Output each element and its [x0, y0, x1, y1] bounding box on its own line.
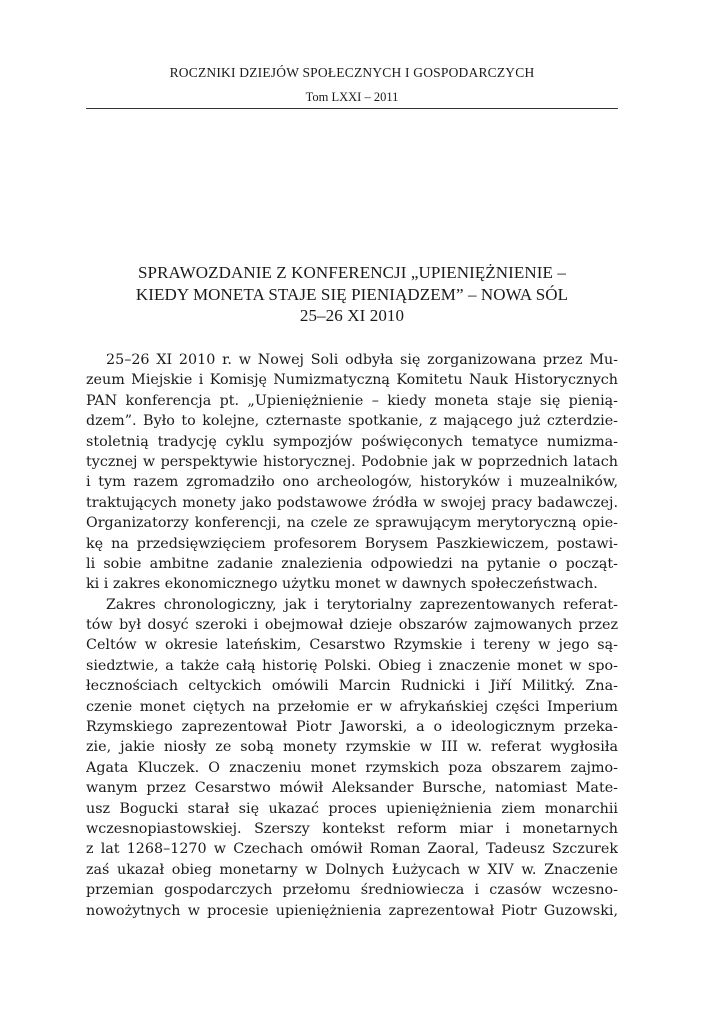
- text-line: dzem”. Było to kolejne, czternaste spotkanie, z mającego już czterdzie-: [86, 413, 618, 430]
- article-title: [86, 262, 618, 327]
- running-header: [86, 64, 618, 106]
- text-line: przemian gospodarczych przełomu średniowiecza i czasów wczesno-: [86, 882, 618, 899]
- text-line: z lat 1268–1270 w Czechach omówił Roman Zaoral, Tadeusz Szczurek: [86, 841, 618, 858]
- header-rule: [86, 108, 618, 109]
- text-line: Agata Kluczek. O znaczeniu monet rzymskich poza obszarem zajmo-: [86, 759, 618, 776]
- text-line: i tym razem zgromadziło ono archeologów, historyków i muzealników,: [86, 474, 618, 491]
- text-line: wanym przez Cesarstwo mówił Aleksander Bursche, natomiast Mate-: [86, 780, 618, 797]
- text-line: nowożytnych w procesie upieniężnienia zaprezentował Piotr Guzowski,: [86, 902, 618, 919]
- text-line: PAN konferencja pt. „Upieniężnienie – kiedy moneta staje się pienią-: [86, 392, 618, 409]
- article-body: [86, 350, 618, 921]
- text-line: usz Bogucki starał się ukazać proces upieniężnienia ziem monarchii: [86, 800, 618, 817]
- text-line: kę na przedsięwzięciem profesorem Borysem Paszkiewiczem, postawi-: [86, 535, 618, 552]
- text-line: zaś ukazał obieg monetarny w Dolnych Łużycach w XIV w. Znaczenie: [86, 861, 618, 878]
- title-line: 25–26 XI 2010: [299, 306, 405, 325]
- title-line: SPRAWOZDANIE Z KONFERENCJI „UPIENIĘŻNIENIE –: [138, 263, 566, 282]
- text-line: zeum Miejskie i Komisję Numizmatyczną Komitetu Nauk Historycznych: [86, 372, 618, 389]
- text-line: czenie monet ciętych na przełomie er w afrykańskiej części Imperium: [86, 698, 618, 715]
- text-line: Zakres chronologiczny, jak i terytorialny zaprezentowanych referat-: [106, 596, 618, 613]
- text-line: stoletnią tradycję cyklu sympozjów poświęconych tematyce numizma-: [86, 433, 618, 450]
- title-line: KIEDY MONETA STAJE SIĘ PIENIĄDZEM” – NOWA SÓL: [135, 284, 569, 304]
- text-line: traktujących monety jako podstawowe źródła w swojej pracy badawczej.: [86, 494, 618, 511]
- text-line: siedztwie, a także całą historię Polski. Obieg i znaczenie monet w spo-: [86, 657, 618, 674]
- text-line: ki i zakres ekonomicznego użytku monet w dawnych społeczeństwach.: [86, 576, 598, 593]
- text-line: Organizatorzy konferencji, na czele ze sprawującym merytoryczną opie-: [86, 515, 618, 532]
- text-line: tycznej w perspektywie historycznej. Podobnie jak w poprzednich latach: [86, 453, 618, 470]
- text-line: zie, jakie niosły ze sobą monety rzymskie w III w. referat wygłosiła: [86, 739, 618, 756]
- text-line: łecznościach celtyckich omówili Marcin Rudnicki i Jiří Militký. Zna-: [86, 678, 618, 695]
- text-line: tów był dosyć szeroki i obejmował dzieje obszarów zajmowanych przez: [86, 617, 618, 634]
- text-line: Celtów w okresie lateńskim, Cesarstwo Rzymskie i tereny w jego są-: [86, 637, 618, 654]
- journal-title: ROCZNIKI DZIEJÓW SPOŁECZNYCH I GOSPODARCZYCH: [169, 65, 535, 80]
- text-line: Rzymskiego zaprezentował Piotr Jaworski, a o ideologicznym przeka-: [86, 719, 618, 736]
- text-line: 25–26 XI 2010 r. w Nowej Soli odbyła się zorganizowana przez Mu-: [106, 352, 618, 368]
- text-line: wczesnopiastowskiej. Szerszy kontekst reform miar i monetarnych: [86, 820, 618, 837]
- volume-info: Tom LXXI – 2011: [305, 90, 399, 104]
- text-line: li sobie ambitne zadanie znalezienia odpowiedzi na pytanie o począt-: [86, 555, 618, 572]
